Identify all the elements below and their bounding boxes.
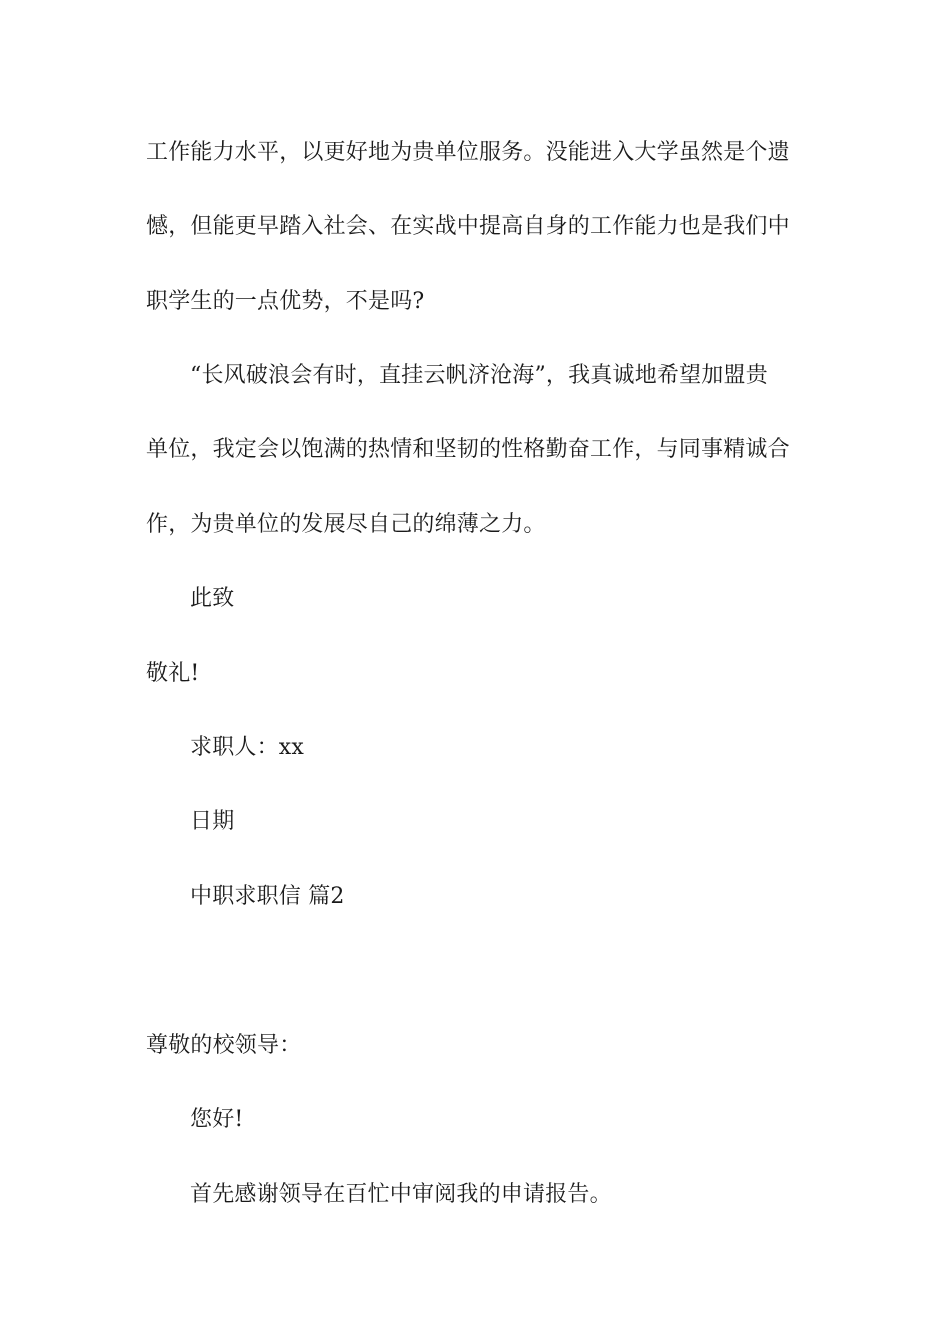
section-heading: 中职求职信 篇2 <box>190 884 345 909</box>
closing-salutation: 此致 <box>190 586 235 611</box>
greeting-addressee: 尊敬的校领导： <box>146 1033 302 1058</box>
paragraph-line-2: 憾，但能更早踏入社会、在实战中提高自身的工作能力也是我们中 <box>146 214 790 239</box>
greeting-hello: 您好! <box>190 1107 244 1132</box>
paragraph-line-6: 作，为贵单位的发展尽自己的绵薄之力。 <box>146 512 546 537</box>
date-label: 日期 <box>190 809 235 834</box>
opening-sentence: 首先感谢领导在百忙中审阅我的申请报告。 <box>190 1182 612 1207</box>
applicant-name: 求职人：xx <box>190 735 305 760</box>
closing-respect: 敬礼! <box>146 661 200 686</box>
paragraph-line-5: 单位，我定会以饱满的热情和坚韧的性格勤奋工作，与同事精诚合 <box>146 437 790 462</box>
paragraph-line-3: 职学生的一点优势，不是吗? <box>146 289 425 314</box>
paragraph-line-1: 工作能力水平，以更好地为贵单位服务。没能进入大学虽然是个遗 <box>146 140 790 165</box>
paragraph-line-4: “长风破浪会有时，直挂云帆济沧海”，我真诚地希望加盟贵 <box>190 363 768 388</box>
